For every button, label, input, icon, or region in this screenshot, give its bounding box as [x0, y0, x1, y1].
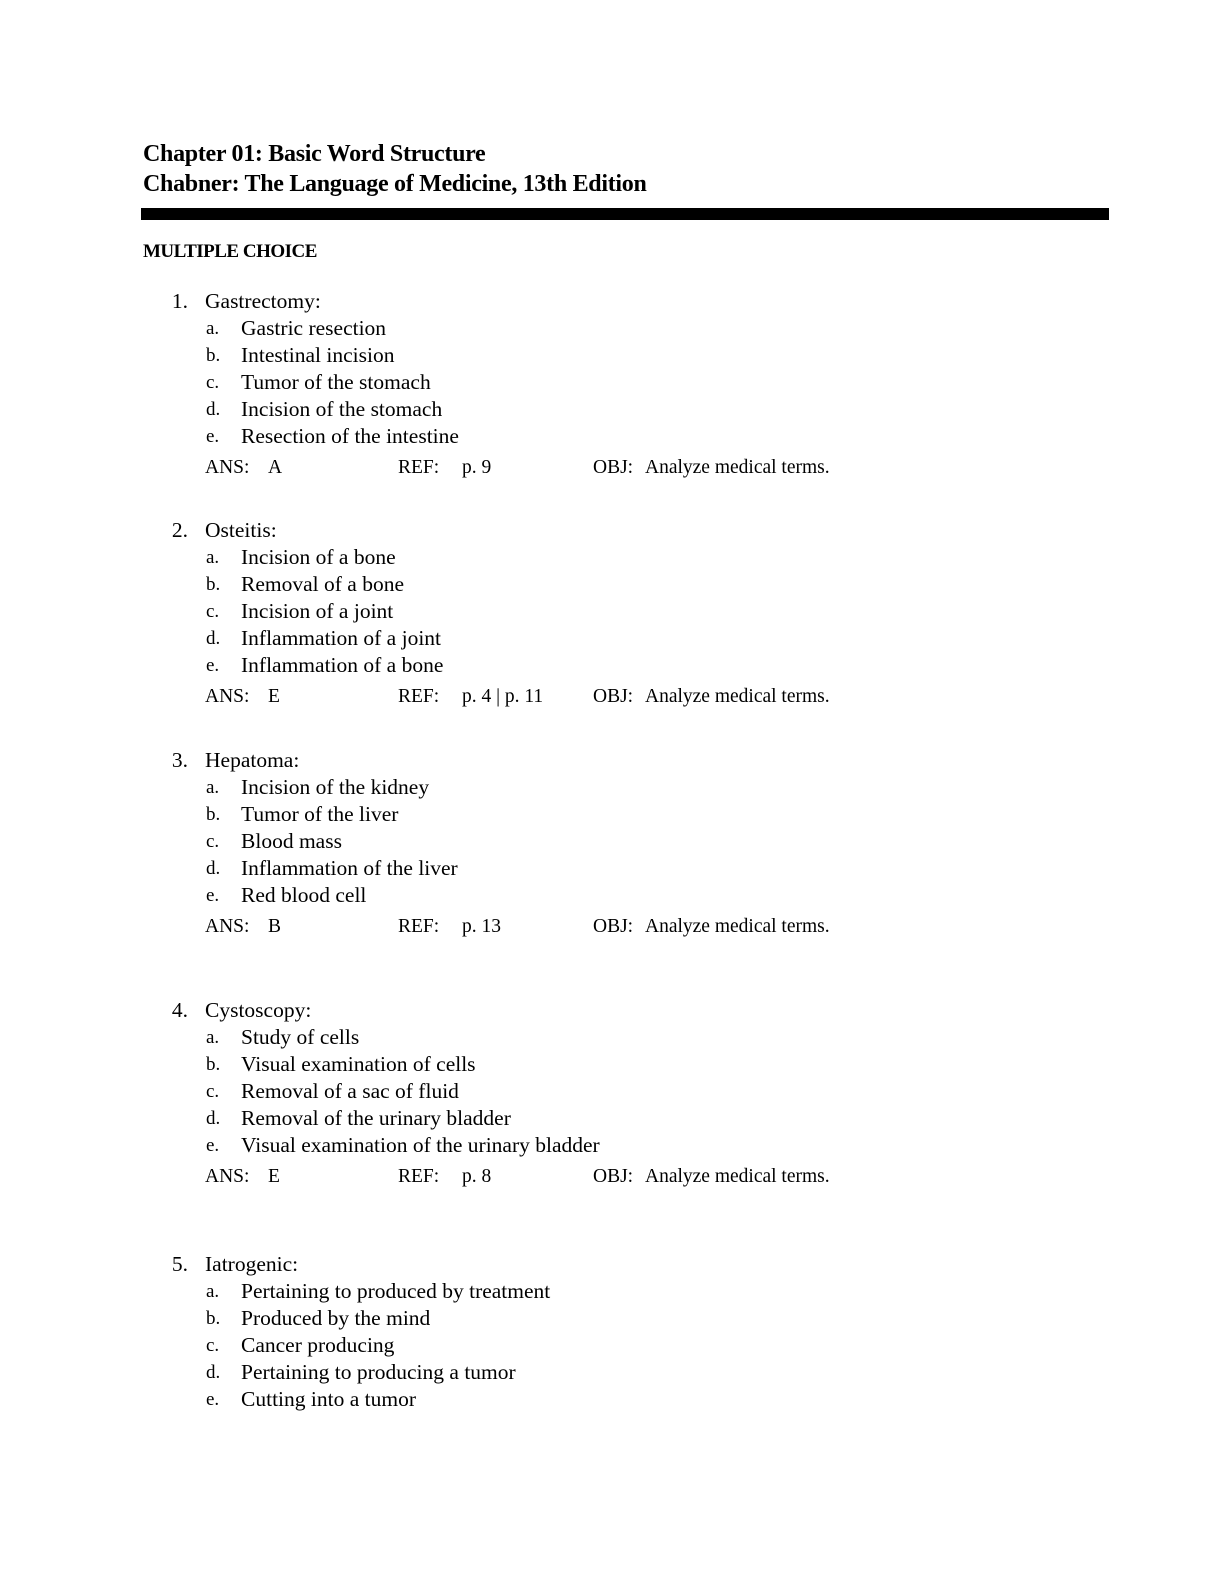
obj-value: Analyze medical terms. [645, 686, 830, 707]
answer-option [0, 1051, 1224, 1078]
ref-label: REF: [398, 916, 440, 937]
ref-label: REF: [398, 1166, 440, 1187]
ref-label: REF: [398, 457, 440, 478]
obj-value: Analyze medical terms. [645, 1166, 830, 1187]
question-text: Iatrogenic: [205, 1252, 299, 1276]
answer-option [0, 625, 1224, 652]
question-number: 4. [171, 998, 188, 1022]
option-letter: a. [206, 547, 220, 568]
question-number: 1. [171, 289, 188, 313]
answer-option [0, 1386, 1224, 1413]
ans-label: ANS: [205, 457, 250, 478]
book-title: Chabner: The Language of Medicine, 13th Edition [143, 171, 647, 197]
option-letter: a. [206, 318, 220, 339]
ref-value: p. 8 [462, 1166, 492, 1187]
answer-option [0, 396, 1224, 423]
option-text: Study of cells [241, 1025, 360, 1049]
option-letter: c. [206, 1081, 220, 1102]
option-text: Produced by the mind [241, 1306, 431, 1330]
option-letter: d. [206, 628, 221, 649]
ans-label: ANS: [205, 686, 250, 707]
option-letter: e. [206, 655, 220, 676]
option-letter: b. [206, 345, 221, 366]
option-text: Inflammation of a bone [241, 653, 444, 677]
answer-option [0, 342, 1224, 369]
question-text: Cystoscopy: [205, 998, 312, 1022]
answer-option [0, 1132, 1224, 1159]
question-text: Osteitis: [205, 518, 277, 542]
answer-option [0, 1105, 1224, 1132]
question-number: 5. [171, 1252, 188, 1276]
option-letter: d. [206, 399, 221, 420]
option-text: Cutting into a tumor [241, 1387, 416, 1411]
option-letter: b. [206, 804, 221, 825]
question-text: Gastrectomy: [205, 289, 321, 313]
option-text: Pertaining to producing a tumor [241, 1360, 516, 1384]
question [0, 747, 1224, 937]
question-number: 3. [171, 748, 188, 772]
answer-option [0, 1078, 1224, 1105]
question-number: 2. [171, 518, 188, 542]
answer-option [0, 882, 1224, 909]
option-text: Removal of the urinary bladder [241, 1106, 511, 1130]
option-letter: b. [206, 1054, 221, 1075]
obj-label: OBJ: [593, 1166, 634, 1187]
option-letter: a. [206, 1281, 220, 1302]
option-letter: e. [206, 426, 220, 447]
option-text: Inflammation of a joint [241, 626, 442, 650]
option-text: Tumor of the liver [241, 802, 399, 826]
answer-option [0, 855, 1224, 882]
answer-key [0, 683, 1224, 710]
obj-label: OBJ: [593, 916, 634, 937]
option-letter: c. [206, 601, 220, 622]
question [0, 997, 1224, 1187]
option-text: Visual examination of the urinary bladder [241, 1133, 600, 1157]
answer-option [0, 801, 1224, 828]
option-text: Incision of the kidney [241, 775, 430, 799]
answer-key [0, 913, 1224, 940]
obj-label: OBJ: [593, 686, 634, 707]
answer-option [0, 652, 1224, 679]
ref-value: p. 13 [462, 916, 501, 937]
answer-option [0, 369, 1224, 396]
answer-option [0, 1359, 1224, 1386]
header-divider [141, 208, 1109, 220]
ans-value: A [268, 457, 283, 478]
option-letter: c. [206, 372, 220, 393]
question-text: Hepatoma: [205, 748, 300, 772]
answer-option [0, 828, 1224, 855]
answer-key [0, 454, 1224, 481]
option-text: Removal of a sac of fluid [241, 1079, 459, 1103]
option-text: Removal of a bone [241, 572, 404, 596]
section-heading: MULTIPLE CHOICE [143, 241, 317, 262]
ans-value: E [268, 686, 280, 707]
ref-label: REF: [398, 686, 440, 707]
question [0, 288, 1224, 478]
obj-value: Analyze medical terms. [645, 457, 830, 478]
option-text: Gastric resection [241, 316, 387, 340]
answer-option [0, 423, 1224, 450]
answer-option [0, 1024, 1224, 1051]
option-letter: d. [206, 1108, 221, 1129]
obj-label: OBJ: [593, 457, 634, 478]
option-text: Incision of a joint [241, 599, 394, 623]
answer-option [0, 774, 1224, 801]
option-text: Incision of the stomach [241, 397, 443, 421]
option-letter: d. [206, 858, 221, 879]
answer-option [0, 544, 1224, 571]
answer-option [0, 1305, 1224, 1332]
option-letter: b. [206, 1308, 221, 1329]
answer-option [0, 598, 1224, 625]
option-text: Cancer producing [241, 1333, 395, 1357]
option-text: Pertaining to produced by treatment [241, 1279, 551, 1303]
option-letter: b. [206, 574, 221, 595]
option-text: Intestinal incision [241, 343, 395, 367]
answer-key [0, 1163, 1224, 1190]
option-text: Resection of the intestine [241, 424, 459, 448]
answer-option [0, 315, 1224, 342]
ans-label: ANS: [205, 1166, 250, 1187]
option-letter: c. [206, 831, 220, 852]
option-letter: d. [206, 1362, 221, 1383]
option-text: Visual examination of cells [241, 1052, 476, 1076]
option-letter: c. [206, 1335, 220, 1356]
option-text: Blood mass [241, 829, 342, 853]
chapter-title: Chapter 01: Basic Word Structure [143, 141, 486, 167]
option-text: Red blood cell [241, 883, 367, 907]
option-letter: a. [206, 1027, 220, 1048]
question [0, 1251, 1224, 1413]
answer-option [0, 1332, 1224, 1359]
ans-value: E [268, 1166, 280, 1187]
ans-value: B [268, 916, 282, 937]
option-text: Tumor of the stomach [241, 370, 431, 394]
option-letter: e. [206, 1135, 220, 1156]
option-letter: e. [206, 885, 220, 906]
ans-label: ANS: [205, 916, 250, 937]
question [0, 517, 1224, 707]
option-letter: e. [206, 1389, 220, 1410]
answer-option [0, 571, 1224, 598]
obj-value: Analyze medical terms. [645, 916, 830, 937]
answer-option [0, 1278, 1224, 1305]
ref-value: p. 9 [462, 457, 492, 478]
option-text: Incision of a bone [241, 545, 396, 569]
ref-value: p. 4 | p. 11 [462, 686, 544, 707]
option-text: Inflammation of the liver [241, 856, 458, 880]
option-letter: a. [206, 777, 220, 798]
